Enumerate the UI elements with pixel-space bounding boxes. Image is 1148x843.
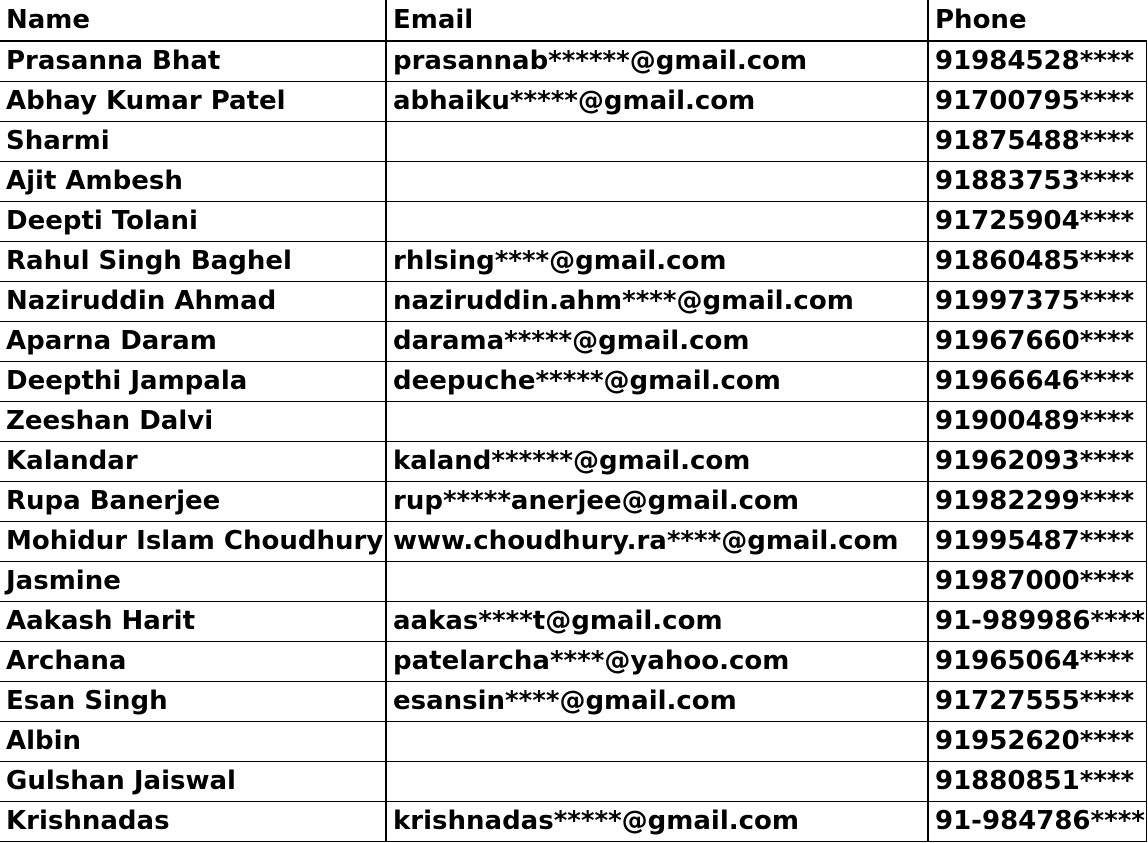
cell-email: esansin****@gmail.com (386, 681, 928, 721)
cell-email: prasannab******@gmail.com (386, 41, 928, 81)
cell-phone: 91900489**** (928, 401, 1146, 441)
table-row (0, 641, 1146, 681)
cell-email: naziruddin.ahm****@gmail.com (386, 281, 928, 321)
cell-email (386, 161, 928, 201)
cell-phone: 91966646**** (928, 361, 1146, 401)
cell-name: Archana (0, 641, 386, 681)
cell-name: Esan Singh (0, 681, 386, 721)
cell-phone: 91-989986**** (928, 601, 1146, 641)
table-body (0, 41, 1146, 841)
cell-name: Zeeshan Dalvi (0, 401, 386, 441)
table-row (0, 681, 1146, 721)
cell-email: krishnadas*****@gmail.com (386, 801, 928, 841)
table-row (0, 481, 1146, 521)
table-row (0, 321, 1146, 361)
cell-name: Aparna Daram (0, 321, 386, 361)
cell-phone: 91875488**** (928, 121, 1146, 161)
cell-name: Naziruddin Ahmad (0, 281, 386, 321)
table-row (0, 121, 1146, 161)
cell-email: deepuche*****@gmail.com (386, 361, 928, 401)
cell-name: Jasmine (0, 561, 386, 601)
cell-email (386, 201, 928, 241)
header-name: Name (0, 0, 386, 41)
cell-phone: 91860485**** (928, 241, 1146, 281)
cell-name: Krishnadas (0, 801, 386, 841)
table-row (0, 161, 1146, 201)
cell-email: kaland******@gmail.com (386, 441, 928, 481)
cell-phone: 91-984786**** (928, 801, 1146, 841)
header-row (0, 0, 1146, 41)
cell-email: darama*****@gmail.com (386, 321, 928, 361)
cell-phone: 91883753**** (928, 161, 1146, 201)
cell-phone: 91967660**** (928, 321, 1146, 361)
cell-email (386, 721, 928, 761)
cell-name: Prasanna Bhat (0, 41, 386, 81)
cell-name: Kalandar (0, 441, 386, 481)
table-row (0, 41, 1146, 81)
cell-phone: 91700795**** (928, 81, 1146, 121)
cell-email: rup*****anerjee@gmail.com (386, 481, 928, 521)
table-row (0, 81, 1146, 121)
cell-name: Abhay Kumar Patel (0, 81, 386, 121)
table-row (0, 241, 1146, 281)
cell-phone: 91997375**** (928, 281, 1146, 321)
table-row (0, 441, 1146, 481)
cell-name: Deepthi Jampala (0, 361, 386, 401)
cell-email (386, 121, 928, 161)
cell-email (386, 561, 928, 601)
cell-phone: 91995487**** (928, 521, 1146, 561)
table-header (0, 0, 1146, 41)
cell-email: abhaiku*****@gmail.com (386, 81, 928, 121)
table-row (0, 521, 1146, 561)
cell-phone: 91880851**** (928, 761, 1146, 801)
cell-name: Mohidur Islam Choudhury (0, 521, 386, 561)
cell-name: Rahul Singh Baghel (0, 241, 386, 281)
table-row (0, 761, 1146, 801)
cell-name: Rupa Banerjee (0, 481, 386, 521)
cell-name: Ajit Ambesh (0, 161, 386, 201)
table-row (0, 601, 1146, 641)
header-email: Email (386, 0, 928, 41)
table-row (0, 401, 1146, 441)
cell-phone: 91965064**** (928, 641, 1146, 681)
cell-email: aakas****t@gmail.com (386, 601, 928, 641)
table-row (0, 561, 1146, 601)
table-row (0, 721, 1146, 761)
cell-email (386, 401, 928, 441)
header-phone: Phone (928, 0, 1146, 41)
table-row (0, 361, 1146, 401)
cell-phone: 91727555**** (928, 681, 1146, 721)
cell-email: patelarcha****@yahoo.com (386, 641, 928, 681)
table-row (0, 801, 1146, 841)
cell-name: Deepti Tolani (0, 201, 386, 241)
cell-phone: 91987000**** (928, 561, 1146, 601)
table-row (0, 201, 1146, 241)
cell-email: rhlsing****@gmail.com (386, 241, 928, 281)
table-row (0, 281, 1146, 321)
cell-email (386, 761, 928, 801)
cell-email: www.choudhury.ra****@gmail.com (386, 521, 928, 561)
cell-name: Aakash Harit (0, 601, 386, 641)
cell-phone: 91984528**** (928, 41, 1146, 81)
cell-phone: 91952620**** (928, 721, 1146, 761)
cell-name: Sharmi (0, 121, 386, 161)
cell-phone: 91725904**** (928, 201, 1146, 241)
cell-name: Gulshan Jaiswal (0, 761, 386, 801)
cell-phone: 91982299**** (928, 481, 1146, 521)
cell-phone: 91962093**** (928, 441, 1146, 481)
cell-name: Albin (0, 721, 386, 761)
